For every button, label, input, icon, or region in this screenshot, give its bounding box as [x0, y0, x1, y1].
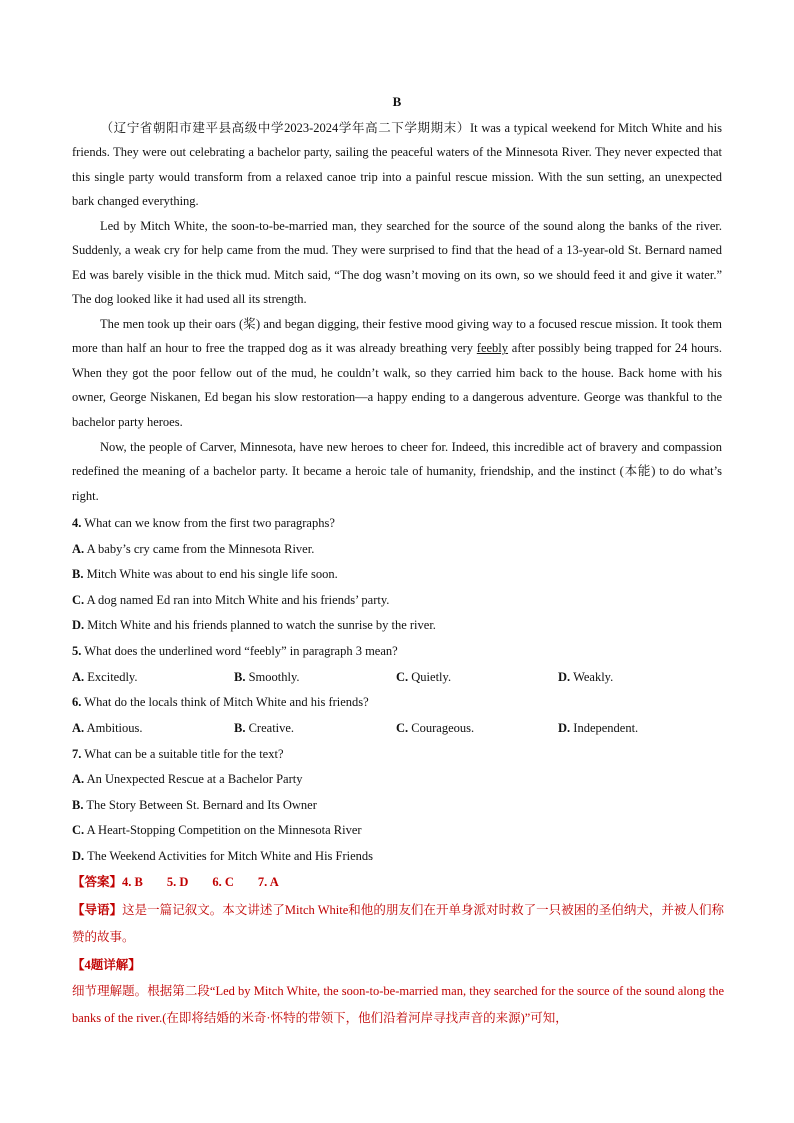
answer-item: 6. C — [212, 875, 234, 889]
answer-item: 5. D — [166, 875, 189, 889]
guide-paragraph — [72, 897, 724, 951]
question-4-option-d: D. Mitch White and his friends planned to watch the sunrise by the river. — [72, 618, 436, 632]
paragraph-2-text: Led by Mitch White, the soon-to-be-married man, they searched for the source of the sound along the banks of the river. Suddenly, a weak cry for help came from the mud. They were surprised to find that the head of a 13-year-old St. Bernard named Ed was barely visible in the thick mud. Mitch said, “The dog wasn’t moving on its own, so we should feed it and give it water.” The dog looked like it had used all its strength. — [72, 219, 722, 307]
question-7-option-b: B. The Story Between St. Bernard and Its Owner — [72, 798, 317, 812]
answer-label: 【答案】 — [72, 875, 123, 889]
underlined-word-feebly: feebly — [476, 341, 509, 356]
detail-paragraph: 细节理解题。根据第二段“Led by Mitch White, the soon-to-be-married man, they searched for the source of the sound along the banks of the river.(在即将结婚的米奇·怀特的带领下，他们沿着河岸寻找声音的来源)”可知， — [72, 984, 724, 1025]
question-5-option-b: B. Smoothly. — [234, 670, 300, 684]
question-6-option-b: B. Creative. — [234, 721, 295, 735]
passage-paragraph-3 — [72, 312, 722, 434]
question-7-stem: 7. What can be a suitable title for the text? — [72, 747, 284, 761]
question-4-option-a: A. A baby’s cry came from the Minnesota River. — [72, 542, 315, 556]
question-7-option-c: C. A Heart-Stopping Competition on the Minnesota River — [72, 823, 362, 837]
question-4-stem: 4. What can we know from the first two paragraphs? — [72, 516, 335, 530]
paragraph-3-text-b: after possibly being trapped for 24 hours. When they got the poor fellow out of the mud, he couldn’t walk, so they carried him back to the house. Back home with his owner, George Niskanen, Ed began his slow restoration—a happy ending to a dangerous adventure. George was thankful to the bachelor party heroes. — [72, 341, 723, 429]
paragraph-3-text-a: The men took up their oars (桨) and began digging, their festive mood giving way to a focused rescue mission. It took them more than half an hour to free the trapped dog as it was already breathing very — [72, 317, 722, 356]
question-6-option-d: D. Independent. — [558, 721, 639, 735]
detail-heading: 【4题详解】 — [72, 958, 141, 972]
answer-item: 4. B — [122, 875, 143, 889]
passage-paragraph-2 — [72, 214, 722, 312]
question-6-stem: 6. What do the locals think of Mitch White and his friends? — [72, 695, 369, 709]
answer-item: 7. A — [257, 875, 279, 889]
question-6-option-c: C. Courageous. — [396, 721, 475, 735]
passage-paragraph-4 — [72, 435, 722, 508]
paragraph-4-text: Now, the people of Carver, Minnesota, have new heroes to cheer for. Indeed, this incredible act of bravery and compassion redefined the meaning of a bachelor party. It became a heroic tale of humanity, friendship, and the instinct (本能) to do what’s right. — [72, 440, 722, 503]
section-heading: B — [392, 94, 402, 109]
question-7-option-a: A. An Unexpected Rescue at a Bachelor Party — [72, 772, 303, 786]
answer-line — [72, 872, 279, 892]
question-5-option-a: A. Excitedly. — [72, 670, 138, 684]
guide-text: 这是一篇记叙文。本文讲述了Mitch White和他的朋友们在开单身派对时救了一只被困的圣伯纳犬，并被人们称赞的故事。 — [72, 903, 724, 944]
question-7-option-d: D. The Weekend Activities for Mitch White and His Friends — [72, 849, 374, 863]
paragraph-1-text: It was a typical weekend for Mitch White and his friends. They were out celebrating a bachelor party, sailing the peaceful waters of the Minnesota River. They never expected that this single party would transform from a relaxed canoe trip into a painful rescue mission. With the sun setting, an unexpected bark changed everything. — [72, 121, 722, 209]
guide-label: 【导语】 — [72, 903, 123, 917]
question-5-option-d: D. Weakly. — [558, 670, 614, 684]
passage-paragraph-1 — [72, 116, 722, 214]
question-4-option-c: C. A dog named Ed ran into Mitch White and his friends’ party. — [72, 593, 390, 607]
question-4-option-b: B. Mitch White was about to end his single life soon. — [72, 567, 338, 581]
source-citation: （辽宁省朝阳市建平县高级中学2023-2024学年高二下学期期末） — [100, 121, 470, 135]
question-5-stem: 5. What does the underlined word “feebly” in paragraph 3 mean? — [72, 644, 398, 658]
question-6-option-a: A. Ambitious. — [72, 721, 143, 735]
question-5-option-c: C. Quietly. — [396, 670, 452, 684]
